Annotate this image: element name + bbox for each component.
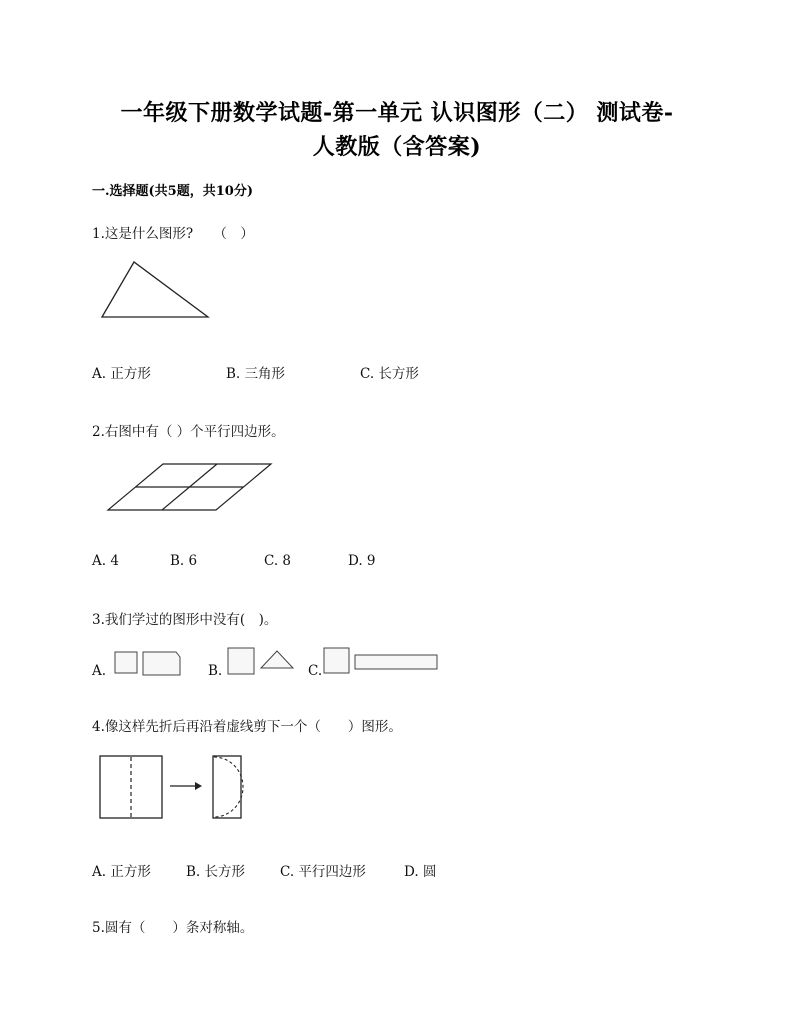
question-2-parallelogram-figure — [104, 462, 276, 514]
question-4-fold-cut-figure — [98, 754, 248, 822]
question-3-option-c-shapes — [323, 646, 441, 678]
question-1-triangle-figure — [100, 260, 212, 322]
question-4-option-c[interactable]: C. 平行四边形 — [280, 864, 366, 880]
page-title-line1: 一年级下册数学试题-第一单元 认识图形（二） 测试卷- — [120, 100, 674, 126]
question-3-option-b[interactable]: B. — [208, 663, 223, 679]
question-3-stem: 3.我们学过的图形中没有( )。 — [92, 612, 278, 628]
question-3-option-b-shapes — [227, 646, 297, 678]
question-2-option-d[interactable]: D. 9 — [348, 553, 376, 569]
question-2-stem: 2.右图中有（ ）个平行四边形。 — [92, 424, 285, 440]
question-4-option-d[interactable]: D. 圆 — [404, 864, 437, 880]
question-4-option-a[interactable]: A. 正方形 — [92, 864, 151, 880]
question-1-option-a[interactable]: A. 正方形 — [92, 366, 151, 382]
question-5-stem: 5.圆有（ ）条对称轴。 — [92, 920, 254, 936]
question-2-option-b[interactable]: B. 6 — [170, 553, 198, 569]
question-1-option-c[interactable]: C. 长方形 — [360, 366, 419, 382]
question-3-option-c[interactable]: C. — [308, 663, 323, 679]
question-2-option-a[interactable]: A. 4 — [92, 553, 119, 569]
question-1-stem: 1.这是什么图形? （ ） — [92, 226, 254, 242]
page-title-line2: 人教版（含答案) — [312, 134, 482, 160]
question-1-option-b[interactable]: B. 三角形 — [226, 366, 286, 382]
arrow-right-icon — [170, 782, 202, 790]
section-heading: 一.选择题(共5题，共10分) — [92, 184, 253, 199]
question-3-option-a-shapes — [114, 650, 184, 678]
question-3-option-a[interactable]: A. — [92, 663, 107, 679]
question-2-option-c[interactable]: C. 8 — [264, 553, 292, 569]
question-4-option-b[interactable]: B. 长方形 — [186, 864, 246, 880]
question-4-stem: 4.像这样先折后再沿着虚线剪下一个（ ）图形。 — [92, 719, 402, 735]
